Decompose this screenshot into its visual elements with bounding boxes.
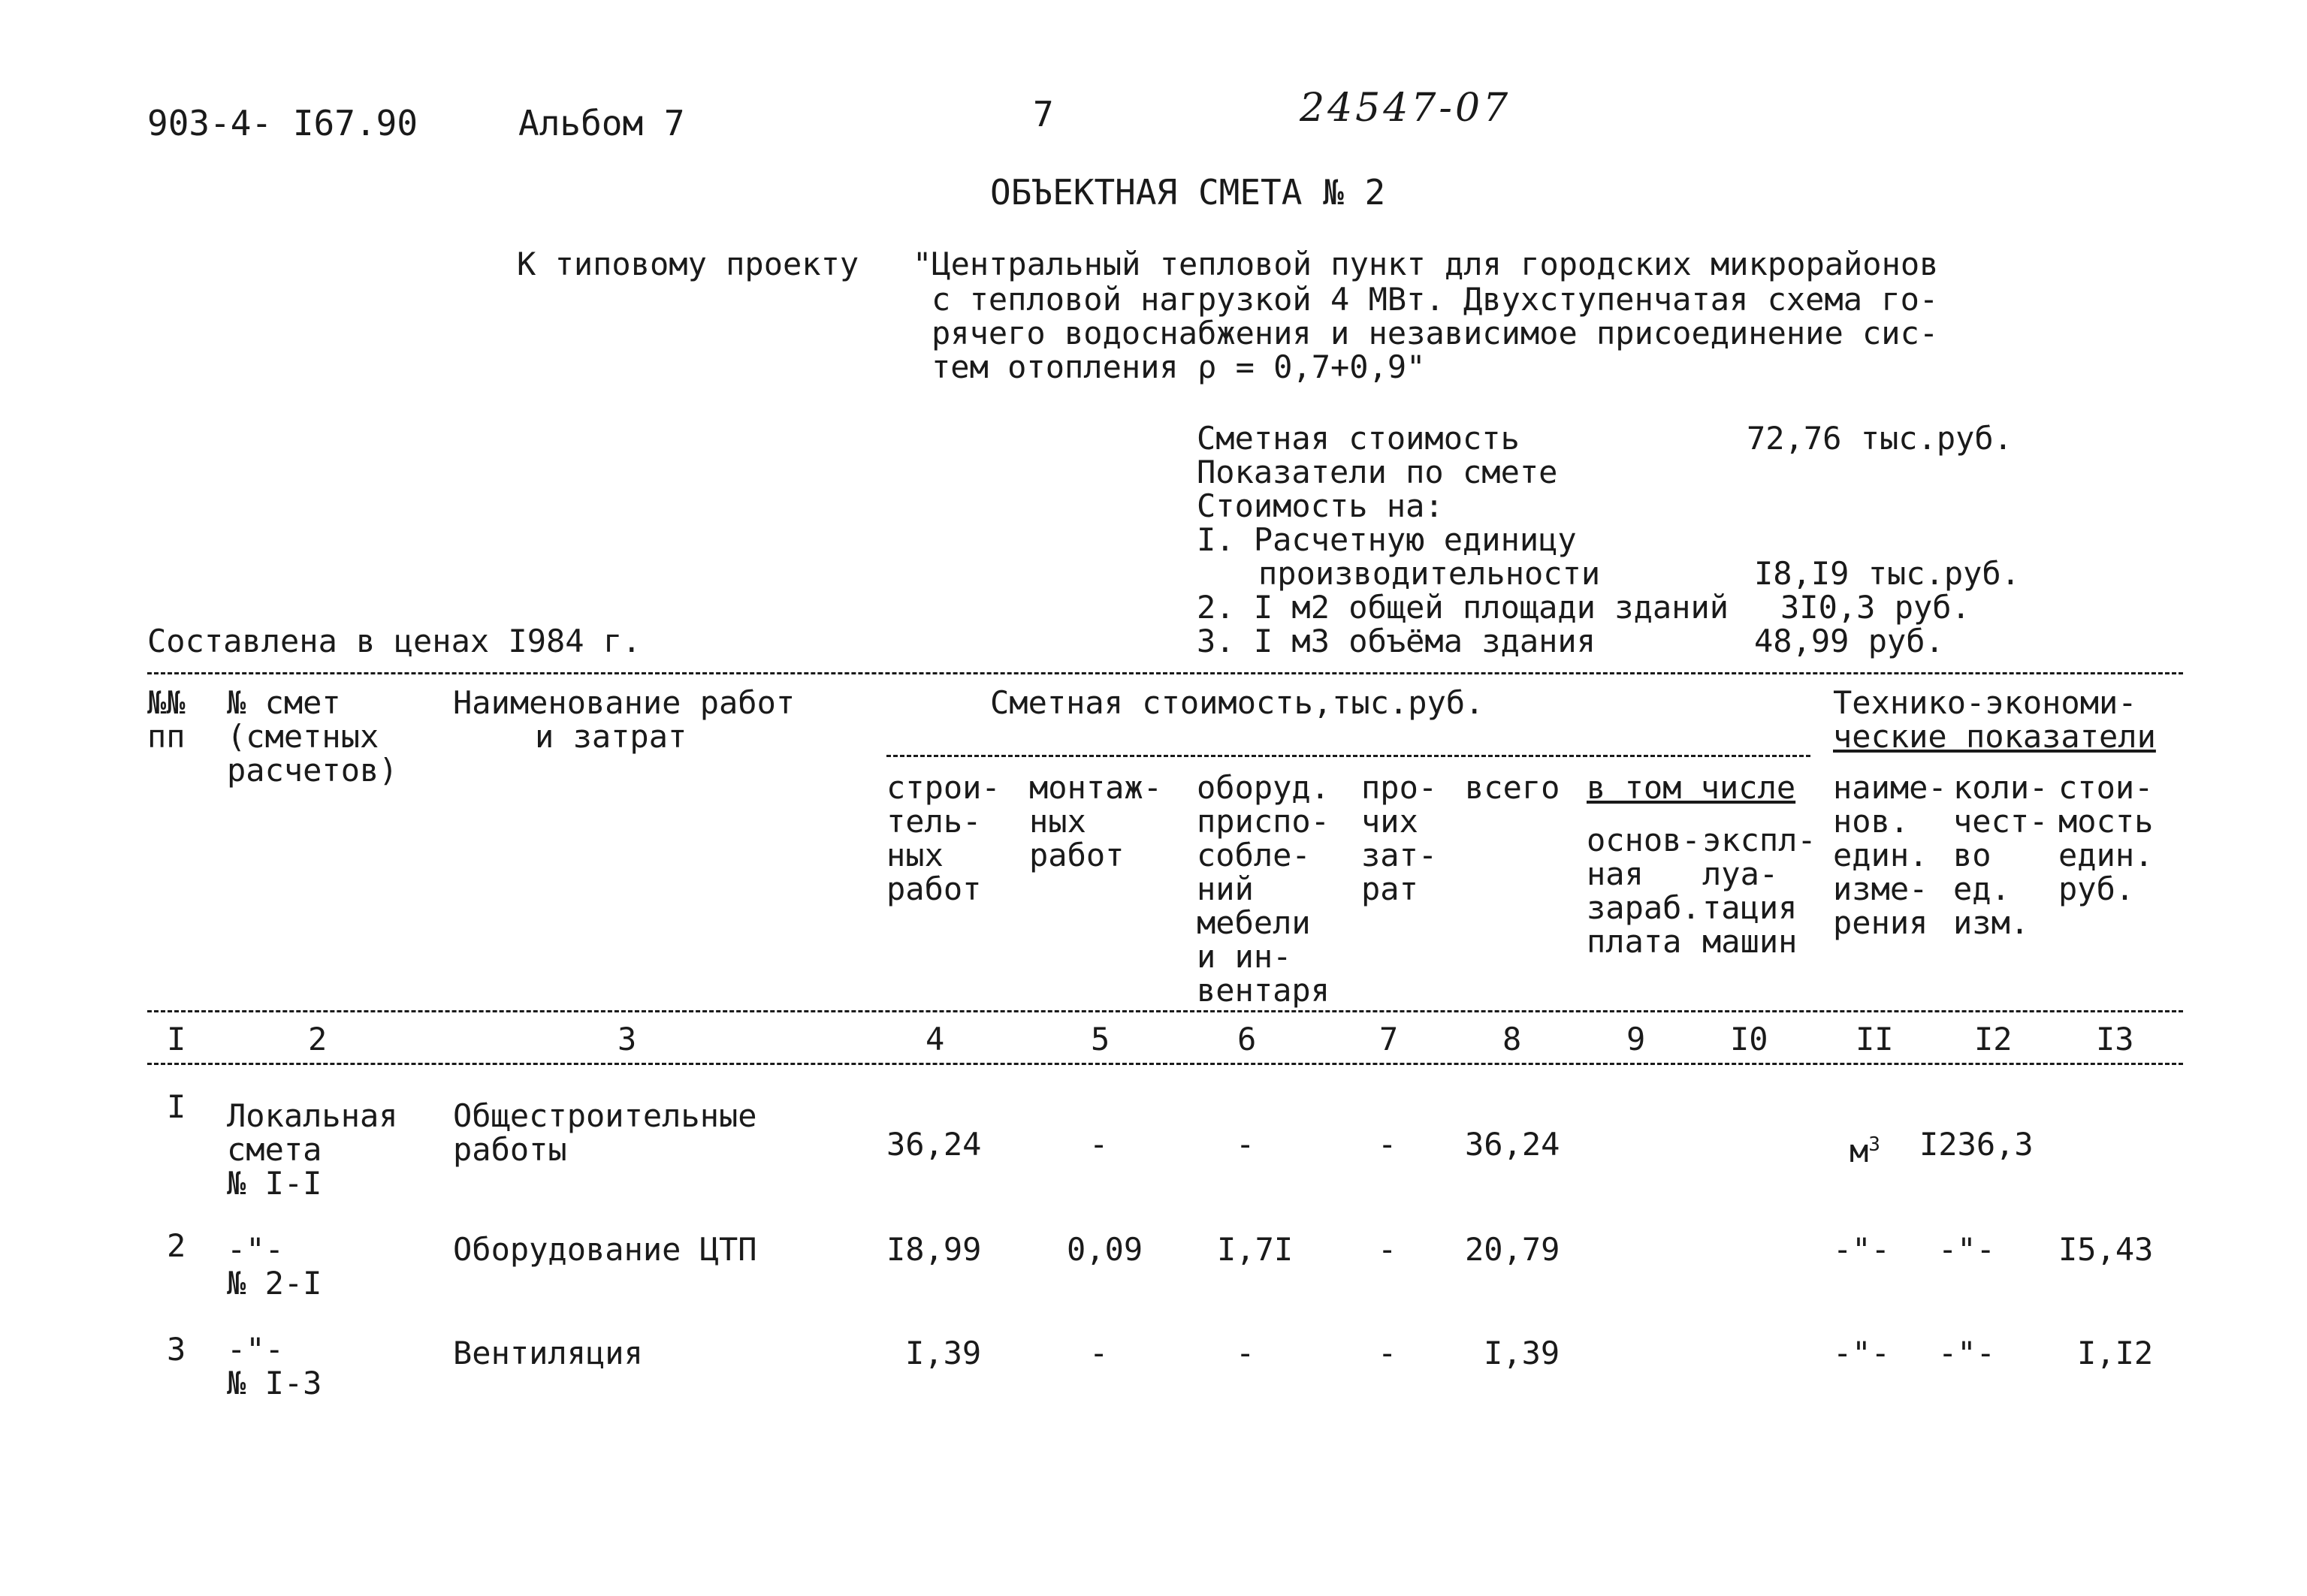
row-c11: -"-	[1833, 1335, 1890, 1371]
header-col11-line: наиме-	[1833, 769, 1947, 806]
header-col12-line: чест-	[1953, 803, 2049, 840]
header-col7-line: чих	[1361, 803, 1418, 840]
row-smeta: -"-	[227, 1231, 284, 1268]
project-line-1: "Центральный тепловой пункт для городских микрорайонов	[913, 246, 1939, 282]
row-number: I	[167, 1088, 186, 1125]
header-tech-line: Технико-экономи-	[1833, 684, 2137, 721]
header-col4-line: строи-	[886, 769, 1001, 806]
row-name: Вентиляция	[453, 1335, 643, 1371]
row-c11: -"-	[1833, 1231, 1890, 1268]
header-col11-line: един.	[1833, 837, 1928, 873]
header-smet-line: № смет	[227, 684, 341, 721]
row-c11-unit: м	[1850, 1133, 1869, 1169]
row-c12: -"-	[1938, 1231, 1995, 1268]
header-smet-line: (сметных	[227, 718, 379, 755]
header-col6-line: мебели	[1197, 904, 1311, 941]
header-col12-line: во	[1953, 837, 1991, 873]
row-c4: I,39	[905, 1335, 982, 1371]
prices-note: Составлена в ценах I984 г.	[147, 623, 642, 659]
col-number: I3	[2096, 1021, 2134, 1057]
header-nn-line: №№	[147, 684, 186, 721]
project-line-3: рячего водоснабжения и независимое присоединение сис-	[932, 315, 1939, 351]
row-c6: I,7I	[1217, 1231, 1294, 1268]
header-col10-line: экспл-	[1702, 822, 1816, 858]
header-col6-line: ний	[1197, 870, 1254, 907]
row-c5: -	[1089, 1335, 1109, 1371]
col-number: 3	[618, 1021, 637, 1057]
col-number: 6	[1237, 1021, 1257, 1057]
row-name: Оборудование ЦТП	[453, 1231, 757, 1268]
header-col13-line: руб.	[2058, 870, 2135, 907]
header-col4-line: ных	[886, 837, 944, 873]
header-col6-line: приспо-	[1197, 803, 1330, 840]
row-number: 2	[167, 1227, 186, 1264]
row-c8: 36,24	[1465, 1126, 1560, 1163]
header-col10-line: тация	[1702, 889, 1798, 926]
header-col5-line: монтаж-	[1029, 769, 1163, 806]
header-name-line: Наименование работ	[453, 684, 796, 721]
row-c5: 0,09	[1067, 1231, 1143, 1268]
header-col6-line: оборуд.	[1197, 769, 1330, 806]
header-col4-line: работ	[886, 870, 982, 907]
header-col6-line: собле-	[1197, 837, 1311, 873]
header-col10-line: машин	[1702, 923, 1798, 960]
header-col11-line: рения	[1833, 904, 1928, 941]
col-number: 7	[1379, 1021, 1399, 1057]
cost-for-label: Стоимость на:	[1197, 487, 1444, 524]
indicator-2-value: 3I0,3 руб.	[1780, 589, 1970, 626]
col-number: 5	[1091, 1021, 1110, 1057]
cost-group-rule	[886, 755, 1810, 757]
header-col9-line: плата	[1587, 923, 1682, 960]
row-c4: I8,99	[886, 1231, 982, 1268]
header-nn-line: пп	[147, 718, 186, 755]
row-c12: -"-	[1938, 1335, 1995, 1371]
row-c7: -	[1378, 1231, 1397, 1268]
row-smeta: смета	[227, 1131, 322, 1168]
header-col13-line: стои-	[2058, 769, 2154, 806]
header-col7-line: рат	[1361, 870, 1418, 907]
project-prefix: К типовому проекту	[517, 246, 859, 282]
header-smet-line: расчетов)	[227, 752, 398, 789]
header-col7-line: зат-	[1361, 837, 1438, 873]
header-col7-line: про-	[1361, 769, 1438, 806]
header-col9-line: ная	[1587, 855, 1644, 892]
indicators-label: Показатели по смете	[1197, 454, 1558, 490]
row-smeta: Локальная	[227, 1097, 398, 1134]
indicator-1-line-2: производительности	[1258, 555, 1601, 592]
header-col5-line: работ	[1029, 837, 1125, 873]
cost-label: Сметная стоимость	[1197, 420, 1520, 457]
col-number-rule	[147, 1063, 2183, 1065]
header-col6-line: и ин-	[1197, 938, 1292, 975]
header-name-line: и затрат	[535, 718, 687, 755]
header-col11-line: нов.	[1833, 803, 1910, 840]
row-c5: -	[1089, 1126, 1109, 1163]
col-number: 4	[926, 1021, 945, 1057]
header-col9-line: зараб.	[1587, 889, 1701, 926]
page-number: 7	[1033, 94, 1054, 134]
row-c8: I,39	[1484, 1335, 1560, 1371]
header-col8: всего	[1465, 769, 1560, 806]
col-number: II	[1856, 1021, 1894, 1057]
header-col13-line: един.	[2058, 837, 2154, 873]
header-col10-line: луа-	[1702, 855, 1779, 892]
header-col12-line: ед.	[1953, 870, 2010, 907]
header-including: в том числе	[1587, 769, 1796, 806]
indicator-1-value: I8,I9 тыс.руб.	[1754, 555, 2021, 592]
row-smeta: № I-3	[227, 1365, 322, 1401]
row-c7: -	[1378, 1126, 1397, 1163]
indicator-1-line-1: I. Расчетную единицу	[1197, 521, 1577, 558]
header-col12-line: изм.	[1953, 904, 2030, 941]
header-col11-line: изме-	[1833, 870, 1928, 907]
col-number: I0	[1730, 1021, 1768, 1057]
row-c12: I236,3	[1919, 1126, 2034, 1163]
header-col5-line: ных	[1029, 803, 1086, 840]
row-c7: -	[1378, 1335, 1397, 1371]
row-name: работы	[453, 1131, 567, 1168]
indicator-2-label: 2. I м2 общей площади зданий	[1197, 589, 1729, 626]
header-col6-line: вентаря	[1197, 972, 1330, 1009]
handwritten-number: 24547-07	[1300, 86, 1511, 131]
indicator-3-label: 3. I м3 объёма здания	[1197, 623, 1596, 659]
row-c4: 36,24	[886, 1126, 982, 1163]
row-smeta: № I-I	[227, 1165, 322, 1202]
col-number: I2	[1974, 1021, 2013, 1057]
col-number: 8	[1502, 1021, 1522, 1057]
header-cost-group: Сметная стоимость,тыс.руб.	[990, 684, 1484, 721]
row-c11-sup: 3	[1868, 1133, 1880, 1156]
col-number: 9	[1626, 1021, 1646, 1057]
table-top-rule	[147, 672, 2183, 674]
album-label: Альбом 7	[518, 103, 685, 143]
row-smeta: № 2-I	[227, 1265, 322, 1302]
header-col13-line: мость	[2058, 803, 2154, 840]
cost-value: 72,76 тыс.руб.	[1747, 420, 2013, 457]
row-name: Общестроительные	[453, 1097, 757, 1134]
page-title: ОБЪЕКТНАЯ СМЕТА № 2	[990, 172, 1386, 213]
row-c6: -	[1236, 1335, 1255, 1371]
header-col9-line: основ-	[1587, 822, 1701, 858]
project-line-4: тем отопления ρ = 0,7+0,9"	[932, 348, 1426, 385]
row-c6: -	[1236, 1126, 1255, 1163]
row-c13: I,I2	[2077, 1335, 2154, 1371]
project-line-2: с тепловой нагрузкой 4 МВт. Двухступенчатая схема го-	[932, 281, 1939, 318]
indicator-3-value: 48,99 руб.	[1754, 623, 1944, 659]
row-c8: 20,79	[1465, 1231, 1560, 1268]
doc-code: 903-4- I67.90	[147, 103, 418, 143]
header-col12-line: коли-	[1953, 769, 2049, 806]
row-number: 3	[167, 1331, 186, 1368]
col-number: 2	[308, 1021, 328, 1057]
col-number: I	[167, 1021, 186, 1057]
row-smeta: -"-	[227, 1331, 284, 1368]
header-tech-line: ческие показатели	[1833, 718, 2156, 755]
header-bottom-rule	[147, 1010, 2183, 1012]
row-c13: I5,43	[2058, 1231, 2154, 1268]
row-c11	[1850, 1127, 1880, 1169]
header-col4-line: тель-	[886, 803, 982, 840]
